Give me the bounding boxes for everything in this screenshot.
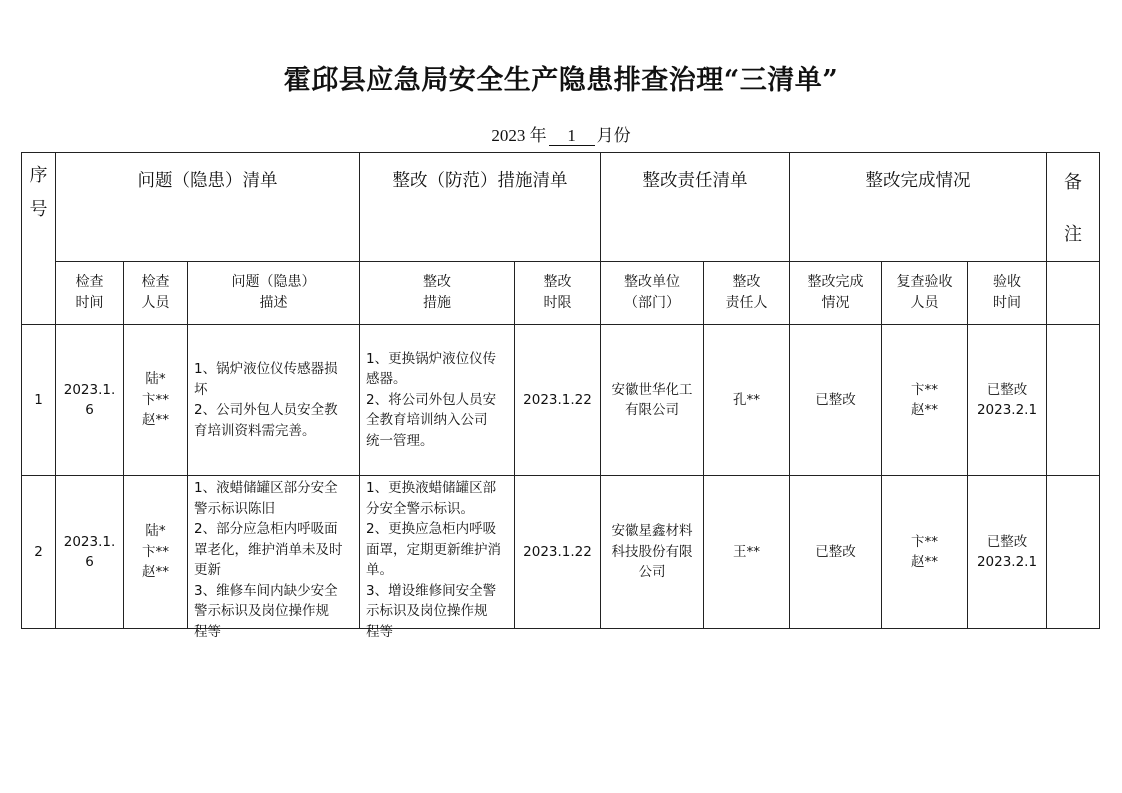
rectify-list-header: 整改（防范）措施清单 xyxy=(360,153,601,262)
row-check-time: 2023.1. 6 xyxy=(56,325,124,476)
row-status: 已整改 xyxy=(790,325,882,476)
measure-header: 整改 措施 xyxy=(360,262,515,325)
row-reviewers: 卞** 赵** xyxy=(882,325,968,476)
row-measures: 1、更换液蜡储罐区部 分安全警示标识。 2、更换应急柜内呼吸 面罩，定期更新维护消 单。 3、增设维修间安全警 示标识及岗位操作规 程等 xyxy=(360,476,515,629)
row-deadline: 2023.1.22 xyxy=(515,476,601,629)
table-row xyxy=(22,476,1100,629)
header-row-sub xyxy=(22,262,1100,325)
check-time-header: 检查 时间 xyxy=(56,262,124,325)
period-suffix: 月份 xyxy=(596,126,631,145)
three-lists-table xyxy=(21,152,1100,640)
row-issues: 1、锅炉液位仪传感器损 坏 2、公司外包人员安全教 育培训资料需完善。 xyxy=(188,325,360,476)
row-unit: 安徽星鑫材料 科技股份有限 公司 xyxy=(601,476,704,629)
table-row xyxy=(22,325,1100,476)
row-measures: 1、更换锅炉液位仪传 感器。 2、将公司外包人员安 全教育培训纳入公司 统一管理。 xyxy=(360,325,515,476)
row-status: 已整改 xyxy=(790,476,882,629)
period-month: 1 xyxy=(549,127,595,146)
row-unit: 安徽世华化工 有限公司 xyxy=(601,325,704,476)
seq-header: 序 号 xyxy=(22,153,56,325)
status-header: 整改完成 情况 xyxy=(790,262,882,325)
row-seq: 2 xyxy=(22,476,56,629)
checker-header: 检查 人员 xyxy=(124,262,188,325)
row-checkers: 陆* 卞** 赵** xyxy=(124,325,188,476)
row-check-time: 2023.1. 6 xyxy=(56,476,124,629)
person-header: 整改 责任人 xyxy=(704,262,790,325)
unit-header: 整改单位 （部门） xyxy=(601,262,704,325)
row-seq: 1 xyxy=(22,325,56,476)
header-row-main xyxy=(22,153,1100,262)
period-year: 2023 年 xyxy=(491,126,547,145)
row-person: 王** xyxy=(704,476,790,629)
accept-time-header: 验收 时间 xyxy=(968,262,1047,325)
row-checkers: 陆* 卞** 赵** xyxy=(124,476,188,629)
row-person: 孔** xyxy=(704,325,790,476)
issue-desc-header: 问题（隐患） 描述 xyxy=(188,262,360,325)
row-issues: 1、液蜡储罐区部分安全 警示标识陈旧 2、部分应急柜内呼吸面 罩老化，维护消单未及时 更新 3、维修车间内缺少安全 警示标识及岗位操作规 程等 xyxy=(188,476,360,629)
row-accept: 已整改 2023.2.1 xyxy=(968,476,1047,629)
issue-list-header: 问题（隐患）清单 xyxy=(56,153,360,262)
row-remark xyxy=(1047,325,1100,476)
row-remark xyxy=(1047,476,1100,629)
page-title: 霍邱县应急局安全生产隐患排查治理“三清单” xyxy=(283,65,839,96)
report-period xyxy=(0,121,1122,146)
deadline-header: 整改 时限 xyxy=(515,262,601,325)
row-accept: 已整改 2023.2.1 xyxy=(968,325,1047,476)
remark-header: 备 注 xyxy=(1047,153,1100,262)
reviewer-header: 复查验收 人员 xyxy=(882,262,968,325)
completion-header: 整改完成情况 xyxy=(790,153,1047,262)
remark-sub-header xyxy=(1047,262,1100,325)
row-deadline: 2023.1.22 xyxy=(515,325,601,476)
row-reviewers: 卞** 赵** xyxy=(882,476,968,629)
responsibility-list-header: 整改责任清单 xyxy=(601,153,790,262)
